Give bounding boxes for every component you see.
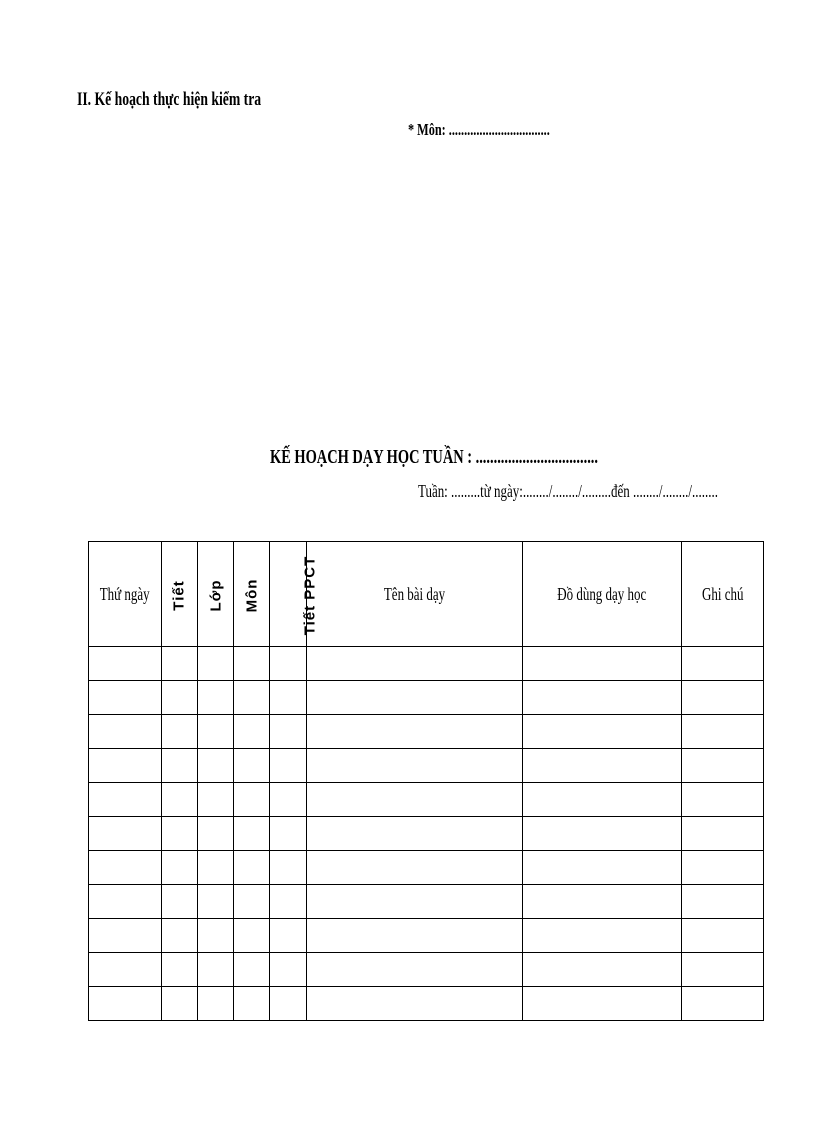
- table-row: [89, 987, 764, 1021]
- table-cell: [270, 851, 307, 885]
- col-header-period: Tiết: [162, 542, 198, 647]
- table-cell: [89, 885, 162, 919]
- table-row: [89, 783, 764, 817]
- table-cell: [89, 919, 162, 953]
- table-cell: [307, 647, 523, 681]
- table-cell: [307, 885, 523, 919]
- table-cell: [89, 953, 162, 987]
- table-cell: [198, 987, 234, 1021]
- table-cell: [523, 681, 682, 715]
- table-cell: [89, 851, 162, 885]
- section-heading: [77, 89, 333, 111]
- table-cell: [307, 851, 523, 885]
- table-cell: [234, 885, 270, 919]
- table-cell: [89, 647, 162, 681]
- table-cell: [234, 851, 270, 885]
- table-cell: [682, 817, 764, 851]
- table-cell: [162, 715, 198, 749]
- table-cell: [270, 885, 307, 919]
- table-cell: [682, 681, 764, 715]
- table-cell: [162, 987, 198, 1021]
- table-cell: [89, 749, 162, 783]
- table-cell: [162, 919, 198, 953]
- plan-title: [270, 446, 726, 469]
- table-cell: [307, 715, 523, 749]
- col-header-day: Thứ ngày: [89, 542, 162, 647]
- table-cell: [523, 817, 682, 851]
- table-row: [89, 817, 764, 851]
- table-cell: [234, 817, 270, 851]
- table-cell: [89, 987, 162, 1021]
- table-cell: [682, 749, 764, 783]
- table-cell: [270, 715, 307, 749]
- plan-title-text: KẾ HOẠCH DẠY HỌC TUẦN : ..................................: [270, 446, 599, 468]
- table-cell: [270, 817, 307, 851]
- table-cell: [307, 987, 523, 1021]
- table-cell: [270, 919, 307, 953]
- table-cell: [270, 987, 307, 1021]
- table-cell: [682, 715, 764, 749]
- table-row: [89, 919, 764, 953]
- table-cell: [307, 749, 523, 783]
- col-header-lesson-name: Tên bài dạy: [307, 542, 523, 647]
- weekly-schedule-table: [88, 541, 764, 1021]
- table-cell: [523, 851, 682, 885]
- table-cell: [162, 647, 198, 681]
- table-cell: [234, 715, 270, 749]
- table-cell: [198, 681, 234, 715]
- table-cell: [162, 749, 198, 783]
- subject-line: [408, 120, 605, 140]
- table-cell: [523, 647, 682, 681]
- table-cell: [198, 647, 234, 681]
- table-cell: [682, 783, 764, 817]
- table-row: [89, 851, 764, 885]
- table-cell: [234, 749, 270, 783]
- table-cell: [198, 851, 234, 885]
- col-header-ppct: Tiết PPCT: [270, 542, 307, 647]
- table-cell: [234, 681, 270, 715]
- table-cell: [682, 647, 764, 681]
- table-body: [89, 647, 764, 1021]
- table-cell: [198, 715, 234, 749]
- table-cell: [523, 783, 682, 817]
- table-cell: [523, 749, 682, 783]
- table-cell: [682, 851, 764, 885]
- table-row: [89, 953, 764, 987]
- col-header-materials: Đồ dùng dạy học: [523, 542, 682, 647]
- section-heading-text: II. Kế hoạch thực hiện kiểm tra: [77, 89, 262, 110]
- table-cell: [162, 817, 198, 851]
- table-cell: [198, 817, 234, 851]
- table-cell: [234, 919, 270, 953]
- table-cell: [523, 987, 682, 1021]
- table-cell: [162, 681, 198, 715]
- table-row: [89, 647, 764, 681]
- table-cell: [234, 987, 270, 1021]
- week-date-line: [418, 481, 835, 502]
- table-cell: [307, 953, 523, 987]
- table-cell: [523, 885, 682, 919]
- table-row: [89, 749, 764, 783]
- table-cell: [234, 647, 270, 681]
- table-cell: [270, 953, 307, 987]
- table-cell: [307, 919, 523, 953]
- table-row: [89, 885, 764, 919]
- table-cell: [682, 885, 764, 919]
- table-row: [89, 715, 764, 749]
- table-header-row: [89, 542, 764, 647]
- col-header-notes: Ghi chú: [682, 542, 764, 647]
- table-cell: [162, 783, 198, 817]
- table-cell: [162, 953, 198, 987]
- table-cell: [307, 783, 523, 817]
- table-cell: [89, 783, 162, 817]
- table-cell: [234, 953, 270, 987]
- table-cell: [198, 919, 234, 953]
- table-cell: [89, 681, 162, 715]
- table-cell: [270, 749, 307, 783]
- table-cell: [270, 681, 307, 715]
- table-cell: [270, 647, 307, 681]
- table-cell: [682, 919, 764, 953]
- subject-line-text: * Môn: .................................: [408, 120, 550, 139]
- table-cell: [307, 681, 523, 715]
- table-cell: [198, 885, 234, 919]
- table-cell: [89, 817, 162, 851]
- table-cell: [523, 715, 682, 749]
- table-cell: [162, 851, 198, 885]
- table-cell: [198, 783, 234, 817]
- table-cell: [198, 749, 234, 783]
- table-cell: [162, 885, 198, 919]
- week-date-text: Tuần: .........từ ngày:......../......../.........đến ......../......../........: [418, 481, 718, 501]
- table-row: [89, 681, 764, 715]
- table-cell: [89, 715, 162, 749]
- table-cell: [682, 953, 764, 987]
- table-cell: [682, 987, 764, 1021]
- table-cell: [234, 783, 270, 817]
- table-cell: [523, 919, 682, 953]
- table-cell: [270, 783, 307, 817]
- table-cell: [307, 817, 523, 851]
- table-cell: [198, 953, 234, 987]
- table-cell: [523, 953, 682, 987]
- col-header-subject: Môn: [234, 542, 270, 647]
- col-header-class: Lớp: [198, 542, 234, 647]
